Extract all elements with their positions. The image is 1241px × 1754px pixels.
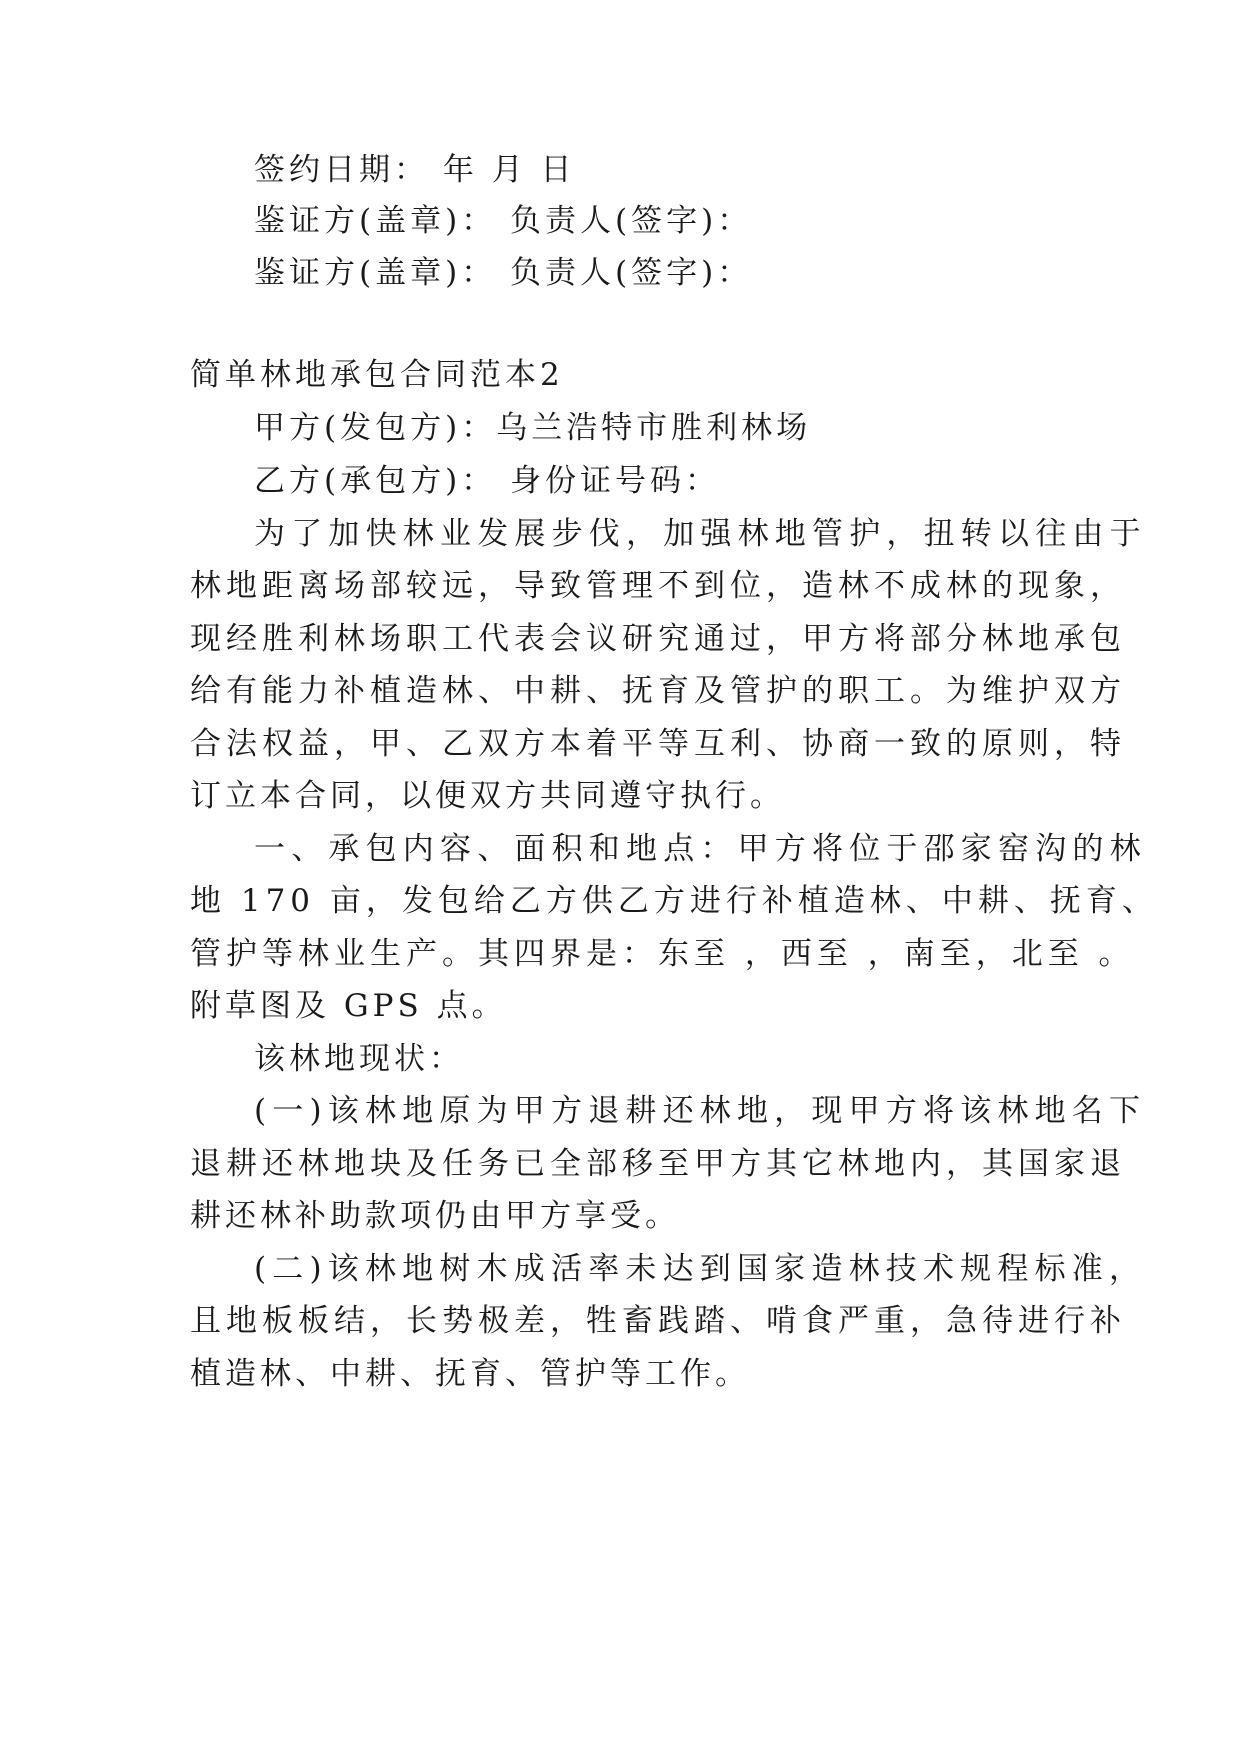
paragraph-line: 该林地现状： [254,1041,464,1077]
paragraph-line: 地 170 亩，发包给乙方供乙方进行补植造林、中耕、抚育、 [190,883,1158,919]
paragraph-line: 现经胜利林场职工代表会议研究通过，甲方将部分林地承包 [190,621,1126,657]
party-a-line: 甲方(发包方)：乌兰浩特市胜利林场 [254,410,812,446]
paragraph-line: (一)该林地原为甲方退耕还林地，现甲方将该林地名下 [254,1093,1147,1129]
paragraph-line: 耕还林补助款项仍由甲方享受。 [190,1198,680,1234]
paragraph-line: (二)该林地树木成活率未达到国家造林技术规程标准， [254,1251,1147,1287]
paragraph-line: 林地距离场部较远，导致管理不到位，造林不成林的现象， [190,568,1126,604]
witness-line-1: 鉴证方(盖章)： 负责人(签字)： [254,203,753,239]
paragraph-line: 合法权益，甲、乙双方本着平等互利、协商一致的原则，特 [190,726,1126,762]
paragraph-line: 且地板板结，长势极差，牲畜践踏、啃食严重，急待进行补 [190,1303,1126,1339]
paragraph-line: 管护等林业生产。其四界是：东至 ，西至 ，南至，北至 。 [190,936,1135,972]
paragraph-line: 退耕还林地块及任务已全部移至甲方其它林地内，其国家退 [190,1146,1126,1182]
paragraph-line: 给有能力补植造林、中耕、抚育及管护的职工。为维护双方 [190,673,1126,709]
section-title: 简单林地承包合同范本2 [190,357,564,393]
paragraph-line: 一、承包内容、面积和地点：甲方将位于邵家窑沟的林 [254,831,1147,867]
paragraph-line: 附草图及 GPS 点。 [190,988,507,1024]
signing-date-line: 签约日期： 年 月 日 [254,152,576,188]
paragraph-line: 为了加快林业发展步伐，加强林地管护，扭转以往由于 [254,516,1147,552]
witness-line-2: 鉴证方(盖章)： 负责人(签字)： [254,255,753,291]
party-b-line: 乙方(承包方)： 身份证号码： [254,463,721,499]
paragraph-line: 植造林、中耕、抚育、管护等工作。 [190,1356,750,1392]
paragraph-line: 订立本合同，以便双方共同遵守执行。 [190,778,785,814]
